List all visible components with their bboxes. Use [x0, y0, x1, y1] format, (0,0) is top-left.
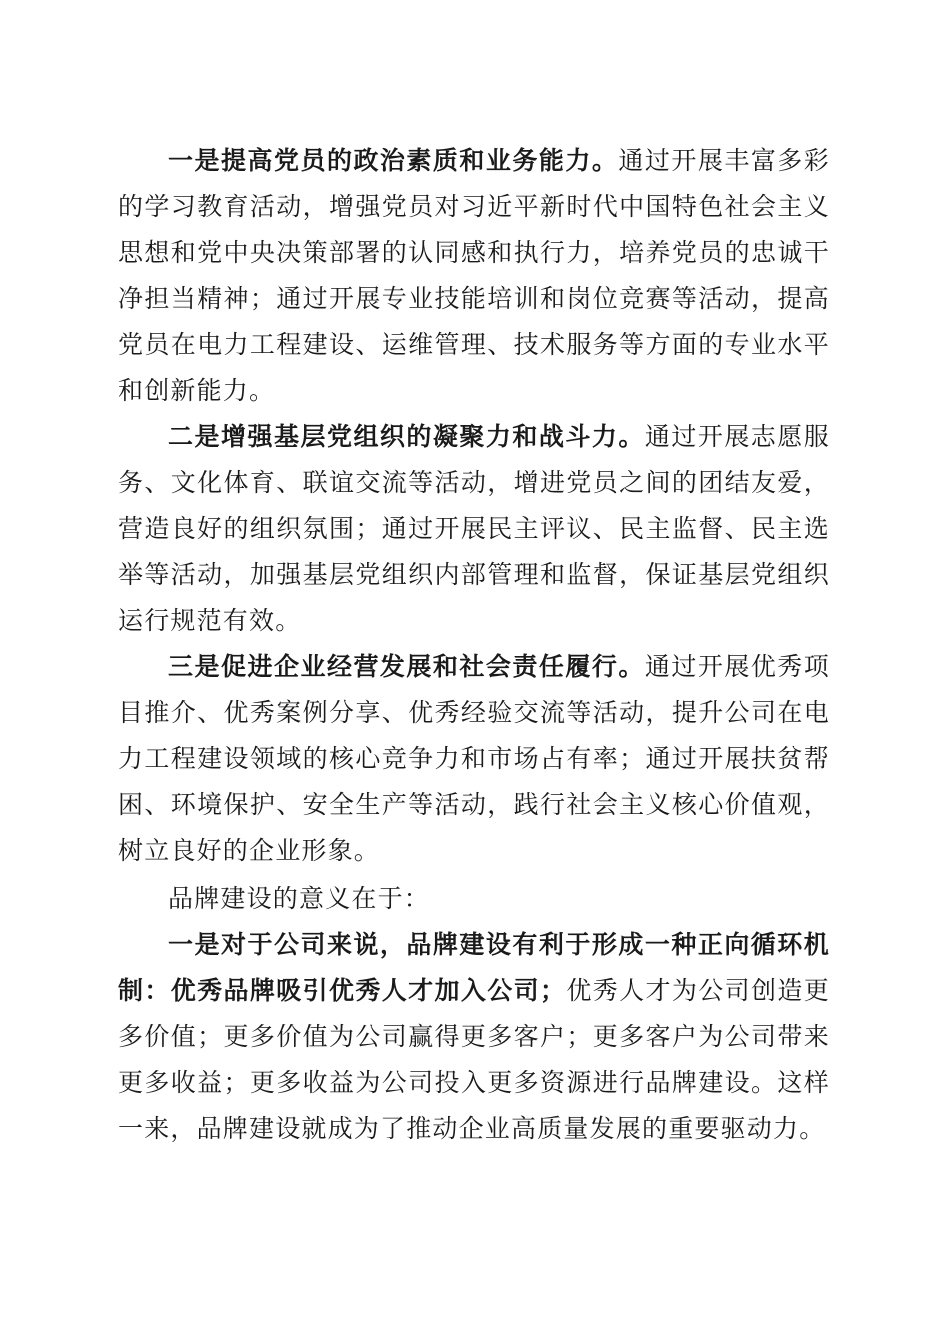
- paragraph-3-lead: 三是促进企业经营发展和社会责任履行。: [168, 652, 645, 681]
- paragraph-3-body: 通过开展优秀项目推介、优秀案例分享、优秀经验交流等活动，提升公司在电力工程建设领域的核心竞争力和市场占有率；通过开展扶贫帮困、环境保护、安全生产等活动，践行社会主义核心价值观，树立良好的企业形象。: [118, 652, 830, 865]
- significance-intro: 品牌建设的意义在于：: [168, 884, 431, 913]
- paragraph-1-lead: 一是提高党员的政治素质和业务能力。: [168, 146, 619, 175]
- paragraph-2-body: 通过开展志愿服务、文化体育、联谊交流等活动，增进党员之间的团结友爱，营造良好的组织氛围；通过开展民主评议、民主监督、民主选举等活动，加强基层党组织内部管理和监督，保证基层党组织运行规范有效。: [118, 422, 830, 635]
- paragraph-4-body: 优秀人才为公司创造更多价值；更多价值为公司赢得更多客户；更多客户为公司带来更多收益；更多收益为公司投入更多资源进行品牌建设。这样一来，品牌建设就成为了推动企业高质量发展的重要驱动力。: [118, 976, 830, 1143]
- paragraph-2: [118, 414, 830, 644]
- paragraph-2-lead: 二是增强基层党组织的凝聚力和战斗力。: [168, 422, 645, 451]
- paragraph-4-lead: 一是对于公司来说，品牌建设有利于形成一种正向循环机制：优秀品牌吸引优秀人才加入公司；: [118, 930, 830, 1005]
- paragraph-1: [118, 138, 830, 414]
- document-body: [118, 138, 830, 1152]
- paragraph-1-body: 通过开展丰富多彩的学习教育活动，增强党员对习近平新时代中国特色社会主义思想和党中央决策部署的认同感和执行力，培养党员的忠诚干净担当精神；通过开展专业技能培训和岗位竞赛等活动，提高党员在电力工程建设、运维管理、技术服务等方面的专业水平和创新能力。: [118, 146, 830, 405]
- paragraph-4: [118, 922, 830, 1152]
- paragraph-3: [118, 644, 830, 874]
